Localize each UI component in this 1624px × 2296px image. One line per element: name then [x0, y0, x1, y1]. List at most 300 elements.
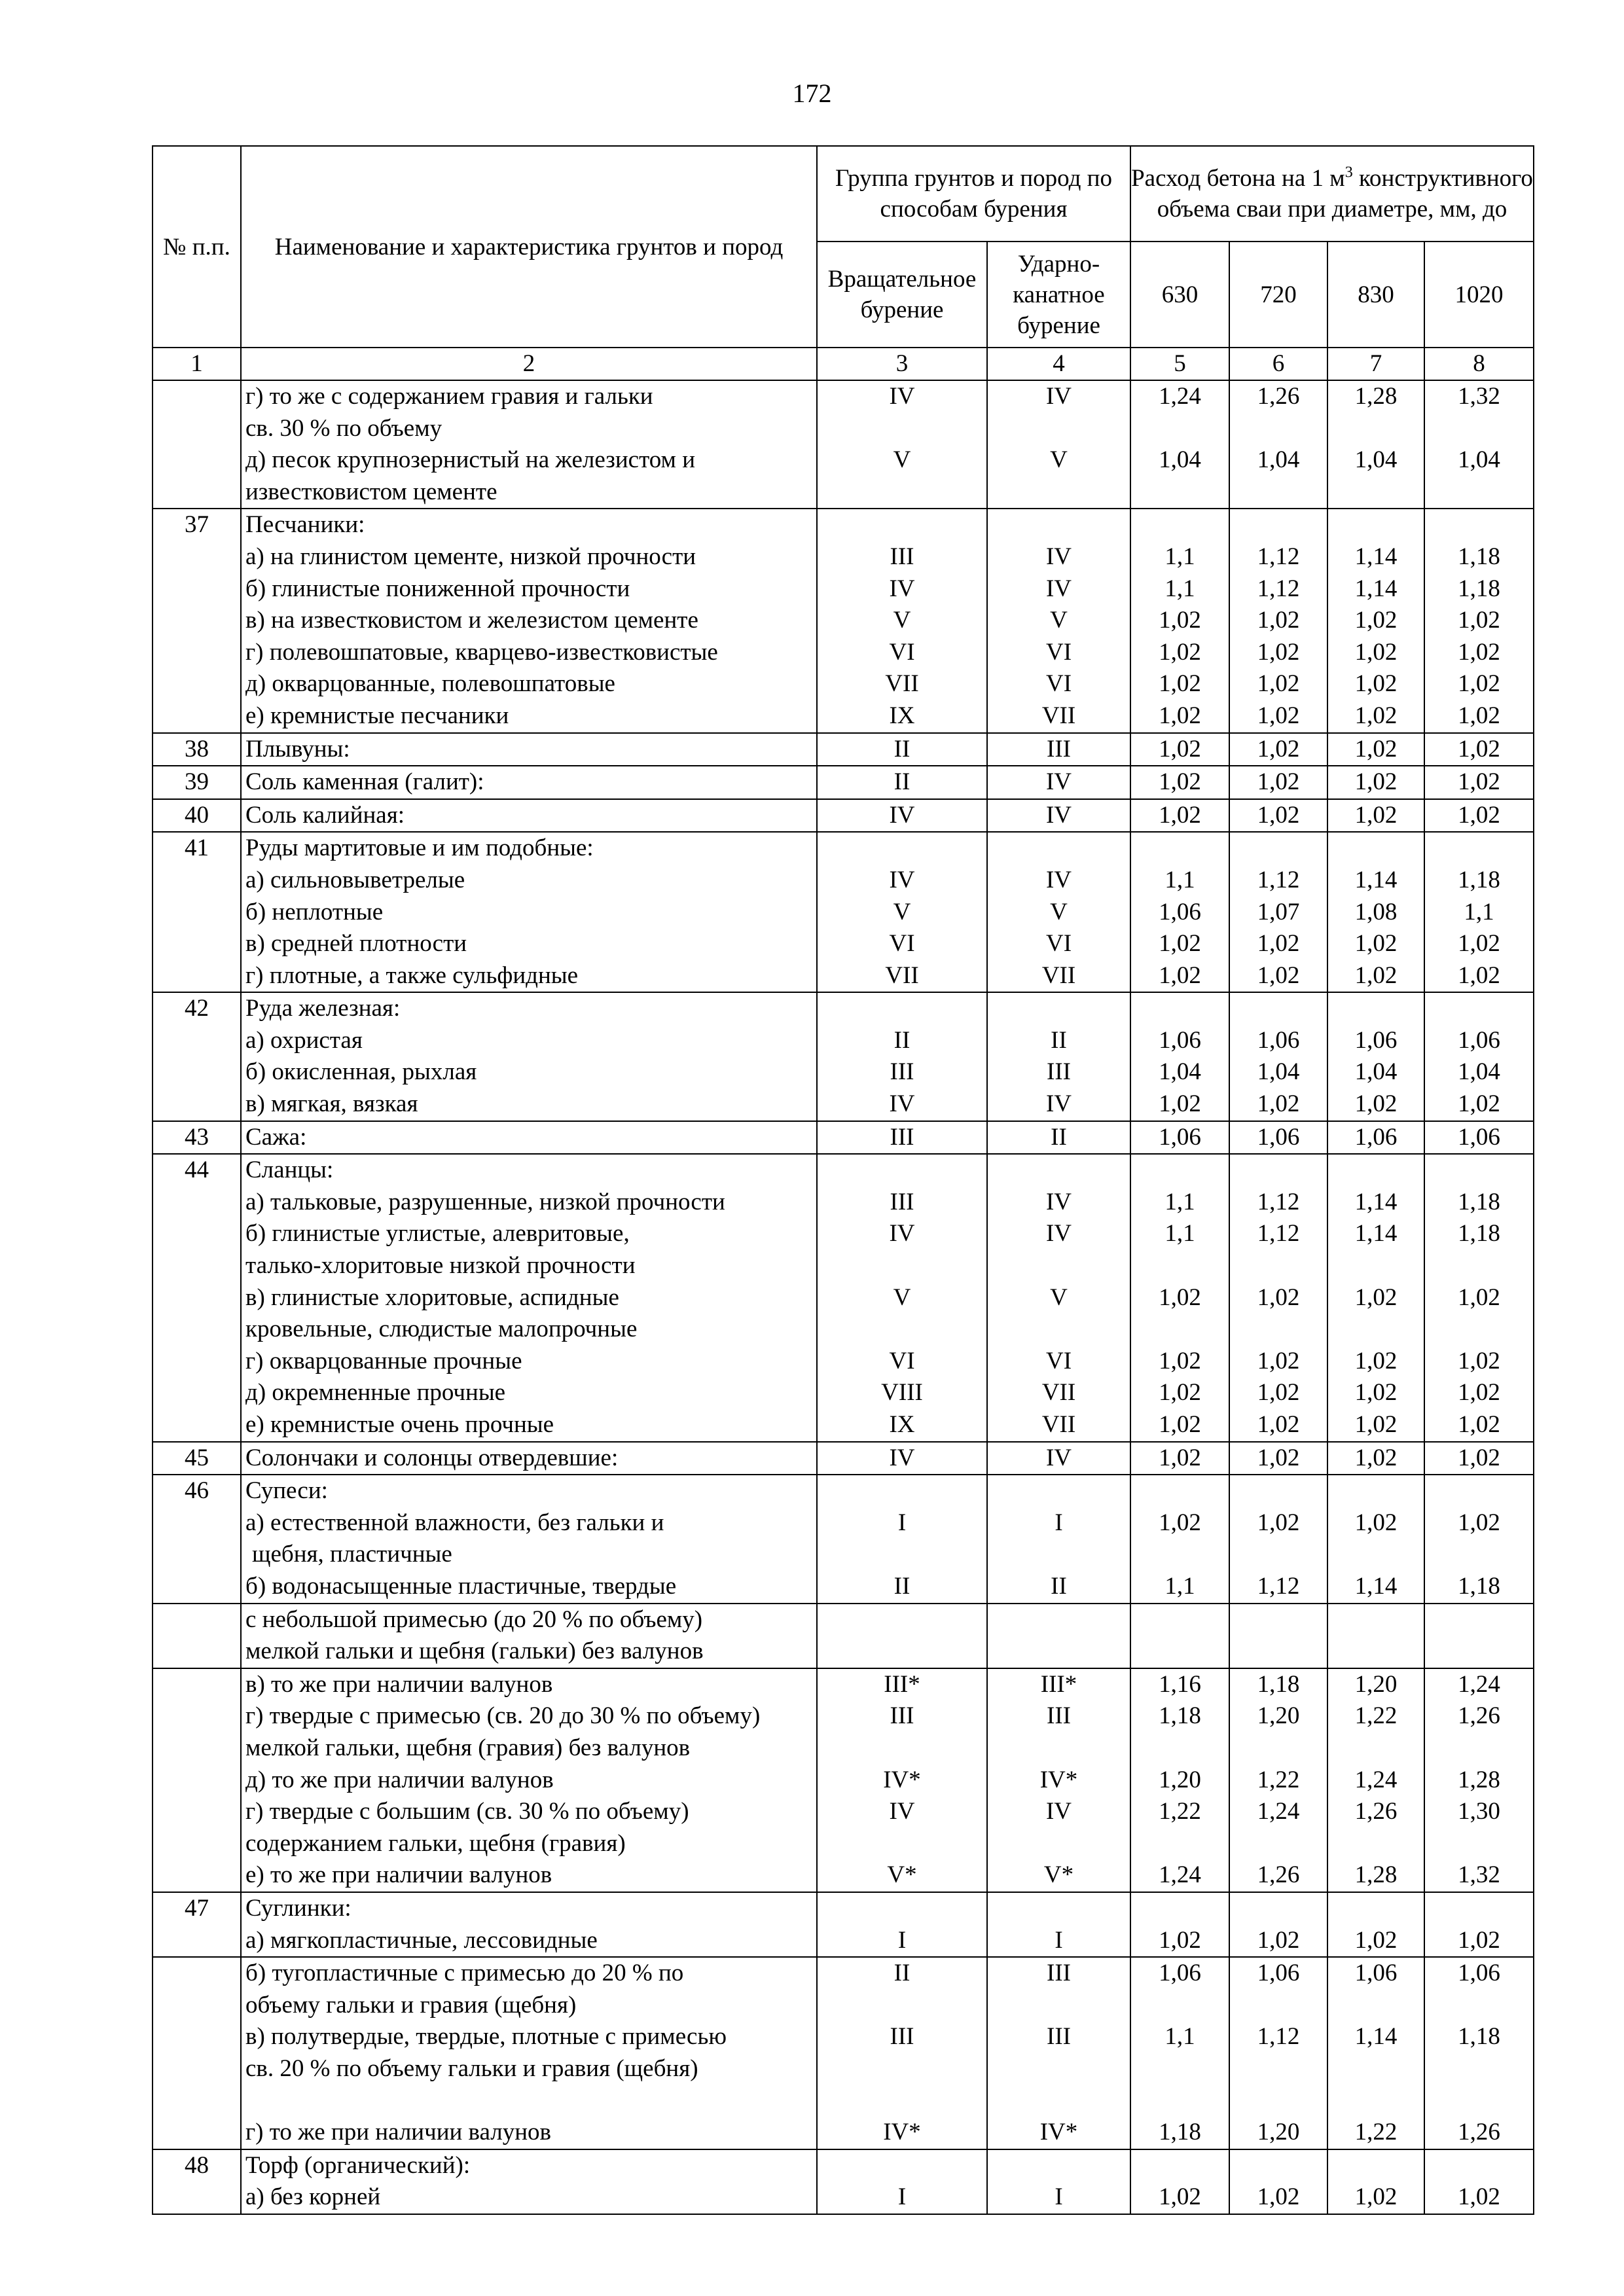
consumption-720: [1230, 1893, 1327, 1925]
consumption-830: 1,14: [1354, 1572, 1398, 1600]
header-drilling-group: Группа грунтов и пород по способам бурения: [817, 146, 1130, 242]
rotary-group: II: [893, 1026, 911, 1054]
rotary-group: III: [890, 1188, 914, 1215]
consumption-1020: [1425, 993, 1533, 1025]
rotary-group: [818, 2053, 986, 2085]
rotary-group-cell: [817, 1668, 987, 1892]
soil-name: д) то же при наличии валунов: [245, 1766, 554, 1793]
impact-group: I: [1055, 1926, 1063, 1954]
rotary-group-cell: [817, 766, 987, 799]
rotary-group: VII: [885, 961, 919, 989]
consumption-1020-cell: [1424, 509, 1534, 732]
consumption-1020: 1,02: [1458, 1509, 1500, 1536]
soil-name: св. 30 % по объему: [245, 414, 442, 442]
soil-name-cell: [241, 1442, 817, 1475]
consumption-630: 1,06: [1159, 898, 1201, 925]
row-number: [153, 509, 241, 732]
soil-name: г) полевошпатовые, кварцево-известковистые: [245, 638, 718, 666]
consumption-1020: 1,04: [1458, 1058, 1500, 1086]
consumption-720: 1,02: [1257, 735, 1300, 762]
consumption-720: 1,20: [1257, 2119, 1300, 2146]
consumption-830: [1328, 2150, 1424, 2182]
consumption-720: 1,02: [1257, 607, 1300, 634]
consumption-630: 1,06: [1159, 1960, 1201, 1987]
consumption-830: 1,28: [1354, 1861, 1398, 1889]
consumption-1020: 1,02: [1458, 607, 1500, 634]
header-diameter: 1020: [1424, 242, 1534, 348]
rotary-group: [818, 833, 986, 865]
rotary-group: V: [893, 446, 911, 474]
consumption-720: 1,02: [1257, 1090, 1300, 1118]
rotary-group: II: [893, 768, 911, 796]
consumption-830: 1,02: [1354, 607, 1398, 634]
soil-name-cell: [241, 2149, 817, 2214]
soil-name: в) на известковистом и железистом цементе: [245, 607, 698, 634]
rotary-group: I: [897, 1509, 907, 1536]
soil-name: а) мягкопластичные, лессовидные: [245, 1926, 598, 1954]
soil-name: мелкой гальки, щебня (гравия) без валунов: [245, 1734, 691, 1761]
rotary-group: IX: [889, 702, 915, 729]
impact-group: IV: [1045, 768, 1072, 796]
consumption-630-cell: [1130, 766, 1229, 799]
impact-group: III: [1047, 2023, 1071, 2051]
consumption-830-cell: [1327, 733, 1424, 766]
soil-name: [245, 2085, 816, 2117]
rotary-group: VIII: [881, 1379, 923, 1407]
consumption-630: 1,02: [1159, 961, 1201, 989]
consumption-630-cell: [1130, 832, 1229, 992]
table-row: [153, 1121, 1534, 1155]
rotary-group-cell: [817, 1121, 987, 1155]
rotary-group: IX: [889, 1411, 915, 1438]
consumption-630-cell: [1130, 799, 1229, 833]
consumption-720: 1,12: [1257, 1220, 1300, 1247]
consumption-830: 1,02: [1354, 1411, 1398, 1438]
consumption-830: 1,02: [1354, 735, 1398, 762]
consumption-720: 1,02: [1257, 768, 1300, 796]
consumption-720: 1,02: [1257, 1347, 1300, 1374]
rotary-group: [818, 1314, 986, 1346]
consumption-830: [1328, 993, 1424, 1025]
soil-name: а) на глинистом цементе, низкой прочности: [245, 543, 696, 570]
consumption-630: 1,02: [1159, 1379, 1201, 1407]
consumption-630-cell: [1130, 1957, 1229, 2149]
consumption-720: [1230, 1828, 1327, 1860]
impact-group-cell: [987, 1442, 1130, 1475]
table-row: [153, 1442, 1534, 1475]
consumption-1020: 1,02: [1458, 670, 1500, 698]
header-consumption-main: Расход бетона на 1 м: [1131, 165, 1345, 192]
consumption-720-cell: [1229, 832, 1327, 992]
consumption-720: 1,06: [1257, 1026, 1300, 1054]
soil-name: г) то же с содержанием гравия и гальки: [245, 383, 653, 410]
table-row: [153, 1957, 1534, 2149]
rotary-group: IV: [889, 1444, 915, 1471]
impact-group: IV*: [1039, 1766, 1078, 1793]
consumption-720: 1,02: [1257, 930, 1300, 958]
consumption-830: [1328, 1732, 1424, 1765]
consumption-830: [1328, 1990, 1424, 2022]
table-row: [153, 733, 1534, 766]
consumption-630: [1131, 1475, 1229, 1507]
consumption-830-cell: [1327, 766, 1424, 799]
table-row: [153, 1892, 1534, 1957]
column-number: 2: [241, 348, 817, 380]
soil-name-cell: [241, 1604, 817, 1668]
impact-group: VI: [1045, 638, 1072, 666]
row-number: [153, 1154, 241, 1441]
rotary-group: [818, 509, 986, 541]
consumption-1020-cell: [1424, 766, 1534, 799]
soil-name-cell: [241, 509, 817, 732]
row-number: [153, 2149, 241, 2214]
consumption-630: 1,02: [1159, 1090, 1201, 1118]
consumption-830: 1,02: [1354, 1926, 1398, 1954]
consumption-630: [1131, 1828, 1229, 1860]
rotary-group: I: [897, 1926, 907, 1954]
consumption-830-cell: [1327, 2149, 1424, 2214]
soil-name: а) тальковые, разрушенные, низкой прочности: [245, 1188, 725, 1215]
soil-name: д) песок крупнозернистый на железистом и: [245, 446, 696, 474]
consumption-630: [1131, 1893, 1229, 1925]
rotary-group: IV: [889, 1090, 915, 1118]
consumption-1020: 1,24: [1458, 1670, 1500, 1698]
impact-group: IV: [1045, 1090, 1072, 1118]
consumption-720: 1,06: [1257, 1123, 1300, 1151]
consumption-720-cell: [1229, 1668, 1327, 1892]
impact-group-cell: [987, 509, 1130, 732]
consumption-1020: 1,02: [1458, 801, 1500, 829]
consumption-630: 1,24: [1159, 383, 1201, 410]
consumption-630: 1,1: [1164, 2023, 1195, 2051]
impact-group-cell: [987, 1957, 1130, 2149]
column-number: 5: [1130, 348, 1229, 380]
rotary-group: IV: [889, 1798, 915, 1825]
impact-group: [988, 833, 1130, 865]
consumption-830: 1,02: [1354, 1090, 1398, 1118]
consumption-630: 1,02: [1159, 670, 1201, 698]
impact-group: [988, 1475, 1130, 1507]
impact-group: IV: [1045, 543, 1072, 570]
impact-group: [988, 509, 1130, 541]
consumption-1020-cell: [1424, 1475, 1534, 1603]
consumption-720: [1230, 2085, 1327, 2117]
impact-group: V: [1050, 1283, 1068, 1311]
consumption-630: 1,02: [1159, 735, 1201, 762]
consumption-720-cell: [1229, 1475, 1327, 1603]
consumption-630: 1,06: [1159, 1026, 1201, 1054]
consumption-630: [1131, 833, 1229, 865]
consumption-720: [1230, 1539, 1327, 1571]
consumption-720: 1,02: [1257, 702, 1300, 729]
column-number: 7: [1327, 348, 1424, 380]
soil-name: г) твердые с примесью (св. 20 до 30 % по объему): [245, 1702, 761, 1730]
consumption-830: 1,14: [1354, 575, 1398, 602]
impact-group: II: [1051, 1572, 1067, 1600]
impact-group: [988, 1828, 1130, 1860]
header-rotary: Вращательное бурение: [817, 242, 987, 348]
soil-name: д) окварцованные, полевошпатовые: [245, 670, 615, 698]
consumption-830: 1,02: [1354, 1509, 1398, 1536]
impact-group: IV: [1045, 1798, 1072, 1825]
soil-name: Солончаки и солонцы отвердевшие:: [245, 1444, 619, 1471]
consumption-1020: [1425, 1732, 1533, 1765]
soil-name: в) глинистые хлоритовые, аспидные: [245, 1283, 619, 1311]
row-number: [153, 799, 241, 833]
consumption-630: 1,02: [1159, 1509, 1201, 1536]
consumption-720: 1,02: [1257, 1926, 1300, 1954]
consumption-830: 1,14: [1354, 866, 1398, 893]
consumption-1020-cell: [1424, 733, 1534, 766]
consumption-1020: [1425, 2053, 1533, 2085]
row-number: [153, 1668, 241, 1892]
consumption-630-cell: [1130, 733, 1229, 766]
consumption-1020: [1425, 1636, 1533, 1668]
table-row: [153, 1668, 1534, 1892]
consumption-720: 1,20: [1257, 1702, 1300, 1730]
rotary-group: V*: [887, 1861, 917, 1889]
consumption-630: [1131, 509, 1229, 541]
consumption-830: [1328, 1828, 1424, 1860]
impact-group: VII: [1041, 1411, 1076, 1438]
rotary-group: V: [893, 898, 911, 925]
consumption-630: 1,02: [1159, 1283, 1201, 1311]
soil-name: а) естественной влажности, без гальки и: [245, 1509, 664, 1536]
rotary-group: IV: [889, 866, 915, 893]
consumption-1020: 1,26: [1458, 2119, 1500, 2146]
consumption-720: 1,02: [1257, 1379, 1300, 1407]
impact-group: III*: [1040, 1670, 1077, 1698]
soil-name-cell: [241, 1154, 817, 1441]
impact-group: III: [1047, 1960, 1071, 1987]
soil-name: в) средней плотности: [245, 930, 467, 958]
consumption-720: 1,26: [1257, 1861, 1300, 1889]
consumption-630: 1,1: [1164, 1188, 1195, 1215]
rotary-group: [818, 1990, 986, 2022]
impact-group: [988, 1636, 1130, 1668]
header-diameter: 720: [1229, 242, 1327, 348]
consumption-630-cell: [1130, 1475, 1229, 1603]
consumption-1020: [1425, 1990, 1533, 2022]
consumption-1020: [1425, 1828, 1533, 1860]
consumption-630-cell: [1130, 1892, 1229, 1957]
impact-group-cell: [987, 1668, 1130, 1892]
consumption-630: 1,1: [1164, 543, 1195, 570]
consumption-830-cell: [1327, 1957, 1424, 2149]
consumption-630: [1131, 2150, 1229, 2182]
rotary-group-cell: [817, 733, 987, 766]
table-row: [153, 799, 1534, 833]
consumption-1020-cell: [1424, 2149, 1534, 2214]
soil-name-cell: [241, 1892, 817, 1957]
consumption-830: 1,02: [1354, 638, 1398, 666]
consumption-1020: 1,18: [1458, 1572, 1500, 1600]
rotary-group: [818, 2150, 986, 2182]
row-number: [153, 1121, 241, 1155]
impact-group: V: [1050, 898, 1068, 925]
row-number: [153, 1604, 241, 1668]
consumption-720: [1230, 1475, 1327, 1507]
impact-group-cell: [987, 733, 1130, 766]
rotary-group: IV*: [883, 2119, 921, 2146]
consumption-720: [1230, 1155, 1327, 1187]
rotary-group: VI: [889, 1347, 915, 1374]
column-number: 3: [817, 348, 987, 380]
consumption-630: 1,02: [1159, 930, 1201, 958]
impact-group-cell: [987, 799, 1130, 833]
consumption-830: [1328, 509, 1424, 541]
header-diameter: 630: [1130, 242, 1229, 348]
consumption-830: [1328, 1539, 1424, 1571]
consumption-630: 1,02: [1159, 1347, 1201, 1374]
consumption-630: [1131, 1636, 1229, 1668]
rotary-group: [818, 2085, 986, 2117]
rotary-group-cell: [817, 1442, 987, 1475]
soil-name: Сажа:: [245, 1123, 307, 1151]
consumption-630: [1131, 1155, 1229, 1187]
impact-group: VI: [1045, 1347, 1072, 1374]
consumption-1020: [1425, 1314, 1533, 1346]
soil-name: б) тугопластичные с примесью до 20 % по: [245, 1960, 684, 1987]
impact-group-cell: [987, 1604, 1130, 1668]
rotary-group: [818, 1604, 986, 1636]
consumption-720-cell: [1229, 733, 1327, 766]
impact-group: [988, 1155, 1130, 1187]
consumption-1020: [1425, 1604, 1533, 1636]
consumption-830: 1,02: [1354, 2183, 1398, 2211]
impact-group: III: [1047, 1702, 1071, 1730]
row-number-text: 40: [185, 801, 209, 829]
row-number-text: 47: [185, 1894, 209, 1922]
soil-name: с небольшой примесью (до 20 % по объему): [245, 1605, 703, 1633]
consumption-630-cell: [1130, 509, 1229, 732]
impact-group: IV: [1045, 575, 1072, 602]
consumption-630: 1,18: [1159, 1702, 1201, 1730]
consumption-720: [1230, 476, 1327, 509]
consumption-1020-cell: [1424, 1957, 1534, 2149]
consumption-1020: 1,18: [1458, 1188, 1500, 1215]
rotary-group: III: [890, 1123, 914, 1151]
consumption-720-cell: [1229, 1604, 1327, 1668]
consumption-1020: 1,02: [1458, 1379, 1500, 1407]
soil-name: в) то же при наличии валунов: [245, 1670, 553, 1698]
rotary-group: III*: [884, 1670, 920, 1698]
consumption-830-cell: [1327, 1121, 1424, 1155]
rotary-group: III: [890, 1058, 914, 1086]
soil-name-cell: [241, 992, 817, 1121]
soil-name: б) глинистые углистые, алевритовые,: [245, 1220, 630, 1247]
rotary-group: [818, 993, 986, 1025]
consumption-830: 1,24: [1354, 1766, 1398, 1793]
table-row: [153, 992, 1534, 1121]
consumption-830: 1,22: [1354, 2119, 1398, 2146]
soil-name: е) кремнистые песчаники: [245, 702, 509, 729]
soil-name: б) глинистые пониженной прочности: [245, 575, 630, 602]
impact-group: [988, 1893, 1130, 1925]
consumption-1020: 1,02: [1458, 961, 1500, 989]
consumption-1020: [1425, 1250, 1533, 1282]
soil-name: мелкой гальки и щебня (гальки) без валунов: [245, 1638, 704, 1665]
soil-name: щебня, пластичные: [252, 1541, 452, 1568]
impact-group: VII: [1041, 702, 1076, 729]
header-diameter: 830: [1327, 242, 1424, 348]
column-number: 1: [153, 348, 241, 380]
consumption-1020: 1,18: [1458, 2023, 1500, 2051]
consumption-630-cell: [1130, 380, 1229, 509]
row-number: [153, 832, 241, 992]
consumption-630: [1131, 1250, 1229, 1282]
consumption-720: 1,07: [1257, 898, 1300, 925]
rotary-group-cell: [817, 509, 987, 732]
impact-group: III: [1047, 735, 1071, 762]
row-number-text: 43: [185, 1123, 209, 1151]
row-number-text: 39: [185, 768, 209, 796]
soil-name: а) сильновыветрелые: [245, 866, 465, 893]
consumption-1020: 1,18: [1458, 543, 1500, 570]
consumption-630: 1,02: [1159, 702, 1201, 729]
soil-name: в) мягкая, вязкая: [245, 1090, 418, 1118]
consumption-830: [1328, 2053, 1424, 2085]
consumption-1020: [1425, 1155, 1533, 1187]
row-number-text: 46: [185, 1477, 209, 1505]
row-number: [153, 766, 241, 799]
impact-group-cell: [987, 1892, 1130, 1957]
row-number-text: 42: [185, 995, 209, 1022]
consumption-720-cell: [1229, 1957, 1327, 2149]
rotary-group: [818, 1732, 986, 1765]
consumption-830: 1,02: [1354, 1379, 1398, 1407]
consumption-1020-cell: [1424, 1154, 1534, 1441]
table-row: [153, 832, 1534, 992]
consumption-1020: 1,02: [1458, 638, 1500, 666]
row-number-text: 37: [185, 511, 209, 539]
row-number-text: 44: [185, 1157, 209, 1184]
row-number-text: [153, 1958, 240, 1990]
soil-table: [152, 145, 1534, 2215]
impact-group: I: [1055, 1509, 1063, 1536]
row-number: [153, 380, 241, 509]
consumption-630-cell: [1130, 1442, 1229, 1475]
header-name: Наименование и характеристика грунтов и пород: [241, 146, 817, 348]
rotary-group: II: [893, 735, 911, 762]
impact-group-cell: [987, 992, 1130, 1121]
rotary-group-cell: [817, 832, 987, 992]
consumption-720-cell: [1229, 380, 1327, 509]
impact-group: V: [1050, 446, 1068, 474]
consumption-830-cell: [1327, 992, 1424, 1121]
consumption-830: 1,06: [1354, 1123, 1398, 1151]
consumption-720-cell: [1229, 1121, 1327, 1155]
consumption-1020: [1425, 2150, 1533, 2182]
rotary-group: VI: [889, 638, 915, 666]
consumption-1020-cell: [1424, 1604, 1534, 1668]
consumption-830: 1,06: [1354, 1026, 1398, 1054]
consumption-630-cell: [1130, 2149, 1229, 2214]
consumption-830: 1,26: [1354, 1798, 1398, 1825]
soil-name: Супеси:: [245, 1477, 328, 1505]
consumption-1020: 1,32: [1458, 383, 1500, 410]
consumption-630: 1,22: [1159, 1798, 1201, 1825]
consumption-830: [1328, 1893, 1424, 1925]
consumption-630: [1131, 2085, 1229, 2117]
impact-group: VI: [1045, 930, 1072, 958]
consumption-830: 1,28: [1354, 383, 1398, 410]
consumption-830: [1328, 1475, 1424, 1507]
column-number: 6: [1229, 348, 1327, 380]
consumption-1020-cell: [1424, 1892, 1534, 1957]
soil-name: талько-хлоритовые низкой прочности: [245, 1252, 636, 1280]
impact-group: [988, 476, 1130, 509]
